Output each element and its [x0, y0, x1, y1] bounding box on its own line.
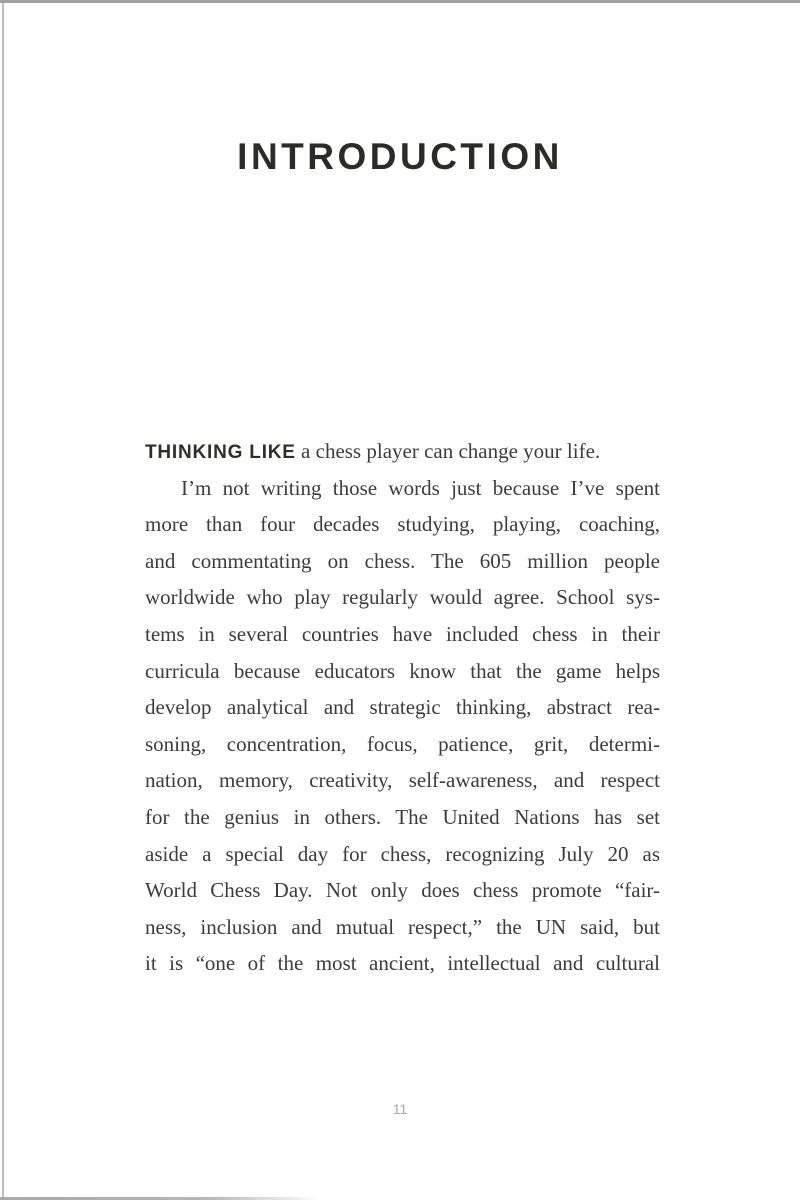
body-line: curricula because educators know that the game helps	[145, 658, 660, 683]
body-line: it is “one of the most ancient, intellectual and cultural	[145, 951, 660, 976]
body-line-opening	[145, 433, 660, 470]
chapter-title: INTRODUCTION	[237, 136, 563, 177]
body-line: soning, concentration, focus, patience, grit, determi-	[145, 731, 660, 756]
scan-edge-left	[2, 3, 4, 1200]
paragraph-lead-in: THINKING LIKE	[145, 442, 296, 463]
body-line: and commentating on chess. The 605 million people	[145, 548, 660, 573]
body-text-block	[145, 433, 660, 982]
body-line: more than four decades studying, playing, coaching,	[145, 512, 660, 537]
body-line: aside a special day for chess, recognizing July 20 as	[145, 841, 660, 866]
body-line: World Chess Day. Not only does chess promote “fair-	[145, 878, 660, 903]
body-line: tems in several countries have included chess in their	[145, 621, 660, 646]
paragraph-lead-rest: a chess player can change your life.	[295, 439, 601, 463]
body-line: I’m not writing those words just because I’ve spent	[181, 475, 660, 500]
body-line: worldwide who play regularly would agree. School sys-	[145, 585, 660, 610]
page-number: 11	[392, 1101, 408, 1117]
body-line: develop analytical and strategic thinking, abstract rea-	[145, 695, 660, 720]
body-line: ness, inclusion and mutual respect,” the UN said, but	[145, 914, 660, 939]
body-line: nation, memory, creativity, self-awareness, and respect	[145, 768, 660, 793]
scan-edge-top	[0, 0, 800, 3]
body-line: for the genius in others. The United Nations has set	[145, 804, 660, 829]
